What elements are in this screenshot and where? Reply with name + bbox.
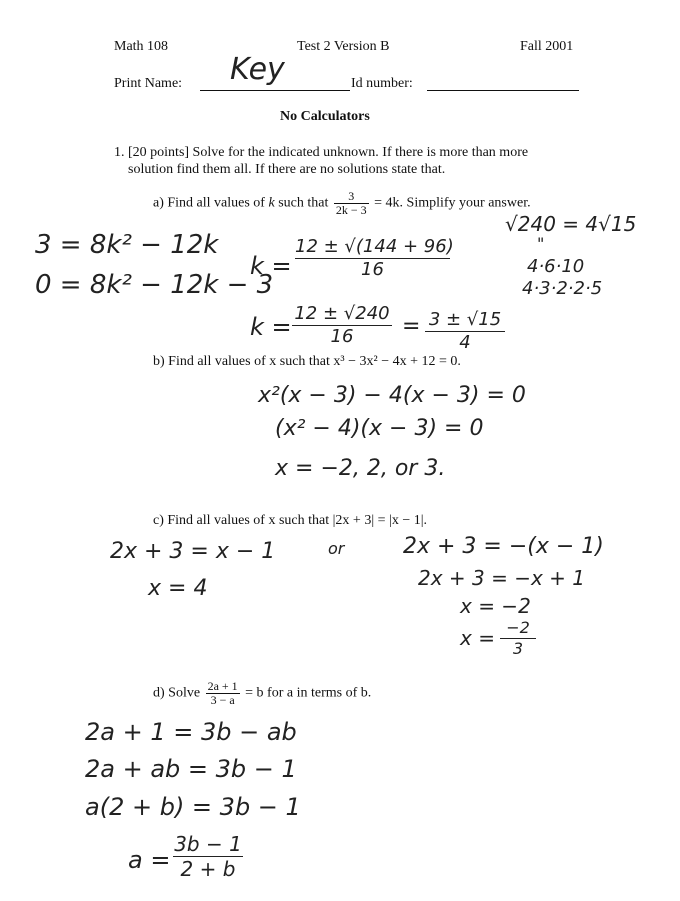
part-c-left1: 2x + 3 = x − 1 xyxy=(110,539,276,564)
part-b-work2: (x² − 4)(x − 3) = 0 xyxy=(275,416,484,441)
course-label: Math 108 xyxy=(114,39,169,54)
print-name-line xyxy=(200,90,350,91)
part-a-side-factor2: 4·3·2·2·5 xyxy=(522,278,603,299)
part-b-work3: x = −2, 2, or 3. xyxy=(275,456,446,481)
part-a-quadratic-formula: 12 ± √(144 + 96) 16 xyxy=(295,236,454,280)
no-calculators-heading: No Calculators xyxy=(280,109,370,124)
part-d-work2: 2a + ab = 3b − 1 xyxy=(85,755,297,783)
part-c-right1: 2x + 3 = −(x − 1) xyxy=(403,534,604,559)
part-a-answer: 3 ± √15 4 xyxy=(425,311,505,352)
test-label: Test 2 Version B xyxy=(297,39,390,54)
part-a-simplified-fraction: 12 ± √240 16 xyxy=(292,305,392,346)
term-label: Fall 2001 xyxy=(520,39,574,54)
part-c-or: or xyxy=(328,539,345,558)
id-number-label: Id number: xyxy=(351,76,413,91)
part-d-prompt: d) Solve $\frac{2a + 1}{3 - a}$ = b for a in terms of b. xyxy=(153,679,372,707)
id-number-line xyxy=(427,90,579,91)
part-a-prompt: a) Find all values of k such that $\frac{3}{2k - 3}$ = 4k. Simplify your answer. xyxy=(153,189,531,217)
part-c-right3: x = −2 xyxy=(460,594,531,618)
part-a-equals: = xyxy=(402,314,421,339)
problem-intro-line2: solution find them all. If there are no solutions state that. xyxy=(128,162,446,177)
part-d-work1: 2a + 1 = 3b − ab xyxy=(85,718,297,746)
part-b-prompt: b) Find all values of x such that x³ − 3x² − 4x + 12 = 0. xyxy=(153,354,461,369)
part-a-fraction: $\frac{3}{2k - 3}$ xyxy=(335,189,367,217)
part-c-prompt: c) Find all values of x such that |2x + 3| = |x − 1|. xyxy=(153,513,428,528)
part-c-right2: 2x + 3 = −x + 1 xyxy=(418,566,586,590)
part-a-side-factor1: 4·6·10 xyxy=(527,256,585,277)
print-name-label: Print Name: xyxy=(114,76,183,91)
part-a-side-ditto: " xyxy=(537,234,545,253)
part-c-right4-fraction: −2 3 xyxy=(500,620,536,657)
part-b-work1: x²(x − 3) − 4(x − 3) = 0 xyxy=(258,383,526,408)
problem-intro-line1: 1. [20 points] Solve for the indicated unknown. If there is more than more xyxy=(114,145,529,160)
part-c-left2: x = 4 xyxy=(148,576,208,601)
part-d-fraction: $\frac{2a + 1}{3 - a}$ xyxy=(207,679,238,707)
part-d-answer-lhs: a = xyxy=(128,846,171,874)
part-a-side-sqrt: √240 = 4√15 xyxy=(505,212,637,236)
part-c-right4-lhs: x = xyxy=(460,626,495,650)
part-a-work-left2: 0 = 8k² − 12k − 3 xyxy=(35,270,274,300)
part-a-k-label2: k = xyxy=(250,313,292,341)
print-name-value: Key xyxy=(230,52,285,87)
part-d-answer-fraction: 3b − 1 2 + b xyxy=(174,832,242,881)
part-a-work-left1: 3 = 8k² − 12k xyxy=(35,230,219,260)
part-a-k-label: k = xyxy=(250,252,292,280)
part-d-work3: a(2 + b) = 3b − 1 xyxy=(85,793,301,821)
